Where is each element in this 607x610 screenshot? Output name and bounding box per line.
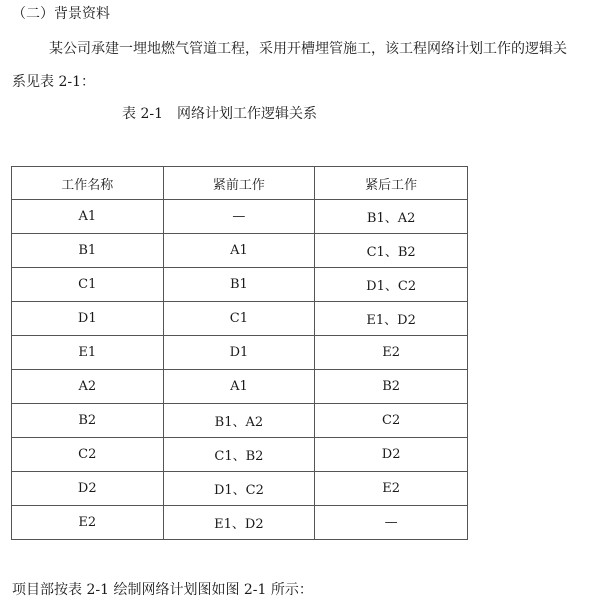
work-name-cell: C2 [12,438,164,472]
table-caption: 表 2-1 网络计划工作逻辑关系 [122,106,317,122]
column-header-predecessor: 紧前工作 [163,167,315,200]
section-heading: （二）背景资料 [12,6,110,22]
successor-cell: E2 [315,472,468,506]
table-row [12,404,468,438]
table-row [12,268,468,302]
work-name-cell: E2 [12,506,164,540]
work-name-cell: C1 [12,268,164,302]
successor-cell: E1、D2 [315,302,468,336]
predecessor-cell: E1、D2 [163,506,315,540]
predecessor-cell: D1 [163,336,315,370]
background-paragraph-line-1: 某公司承建一埋地燃气管道工程，采用开槽埋管施工，该工程网络计划工作的逻辑关 [49,41,567,57]
column-header-work-name: 工作名称 [12,167,164,200]
successor-cell: C1、B2 [315,234,468,268]
work-name-cell: D1 [12,302,164,336]
predecessor-cell: A1 [163,234,315,268]
predecessor-cell: A1 [163,370,315,404]
predecessor-cell: B1 [163,268,315,302]
table-row [12,200,468,234]
footer-text: 项目部按表 2-1 绘制网络计划图如图 2-1 所示： [12,582,313,598]
work-name-cell: B1 [12,234,164,268]
successor-cell: B1、A2 [315,200,468,234]
table-header-row [12,167,468,200]
predecessor-cell: D1、C2 [163,472,315,506]
table-row [12,438,468,472]
successor-cell: C2 [315,404,468,438]
table-body [12,200,468,540]
table-row [12,234,468,268]
work-name-cell: A1 [12,200,164,234]
successor-cell: E2 [315,336,468,370]
successor-cell: B2 [315,370,468,404]
work-name-cell: B2 [12,404,164,438]
table-row [12,472,468,506]
predecessor-cell: C1、B2 [163,438,315,472]
predecessor-cell: — [163,200,315,234]
work-name-cell: A2 [12,370,164,404]
logic-relation-table [11,166,468,540]
table-row [12,370,468,404]
table-row [12,336,468,370]
table-row [12,302,468,336]
predecessor-cell: B1、A2 [163,404,315,438]
predecessor-cell: C1 [163,302,315,336]
work-name-cell: D2 [12,472,164,506]
successor-cell: D1、C2 [315,268,468,302]
background-paragraph-line-2: 系见表 2-1： [12,74,95,90]
table-row [12,506,468,540]
successor-cell: D2 [315,438,468,472]
column-header-successor: 紧后工作 [315,167,468,200]
work-name-cell: E1 [12,336,164,370]
successor-cell: — [315,506,468,540]
